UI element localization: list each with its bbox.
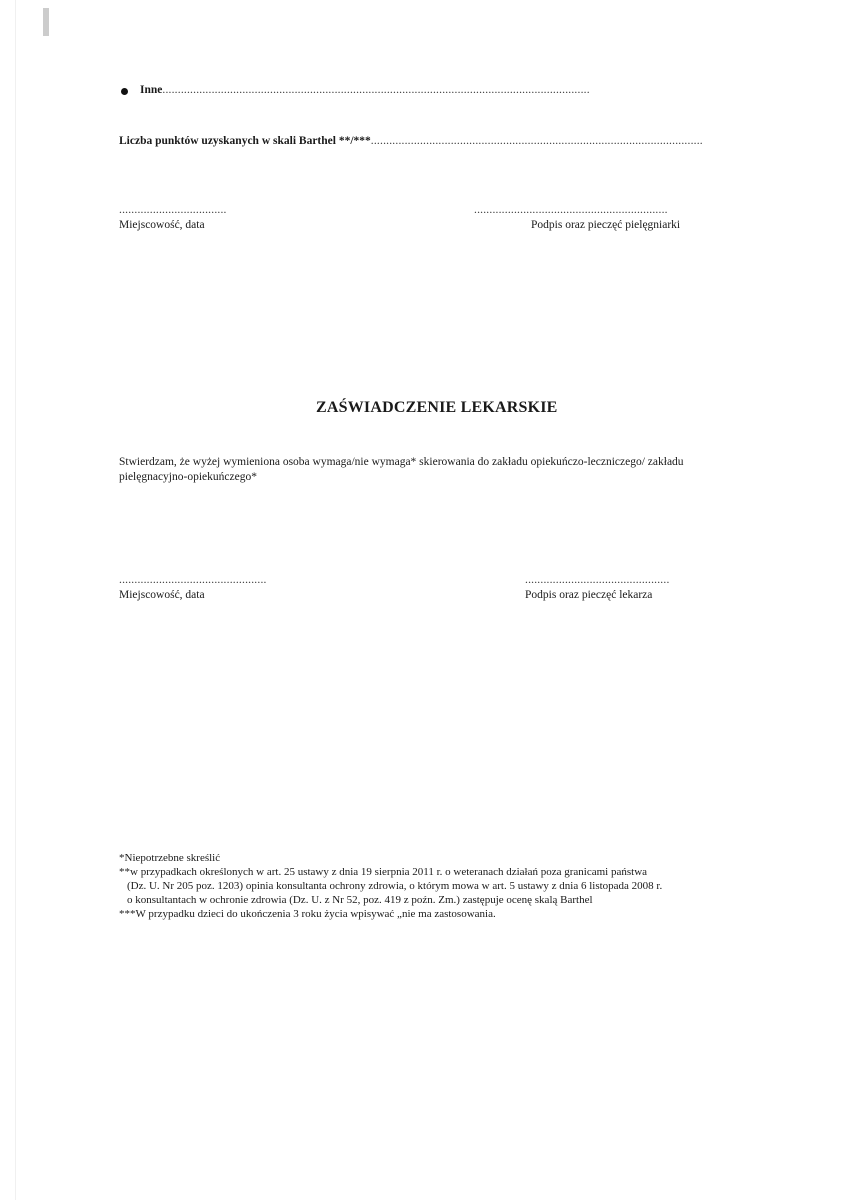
certificate-title: ZAŚWIADCZENIE LEKARSKIE (316, 399, 558, 416)
nurse-signature-dots[interactable]: ............................................................... (474, 204, 668, 216)
footnote-2: **w przypadkach określonych w art. 25 ustawy z dnia 19 sierpnia 2011 r. o weteranach działań poza granicami państwa (119, 866, 648, 878)
footnote-1: *Niepotrzebne skreślić (119, 852, 221, 864)
scan-edge (15, 0, 16, 1200)
other-label: Inne (140, 84, 163, 96)
other-field[interactable] (140, 84, 590, 96)
footnote-2-cont-2: o konsultantach w ochronie zdrowia (Dz. U. z Nr 52, poz. 419 z poźn. Zm.) zastępuje ocenę skalą Barthel (127, 894, 593, 906)
other-dots: ........................................................................................................................................... (162, 84, 590, 96)
barthel-label: Liczba punktów uzyskanych w skali Barthel **/*** (119, 135, 371, 147)
footnote-2-cont-1: (Dz. U. Nr 205 poz. 1203) opinia konsultanta ochrony zdrowia, o którym mowa w art. 5 ustawy z dnia 6 listopada 2008 r. (127, 880, 663, 892)
footnotes (119, 851, 799, 921)
bullet-icon (121, 88, 128, 95)
barthel-field[interactable] (119, 135, 703, 147)
doctor-place-date-label: Miejscowość, data (119, 589, 205, 601)
nurse-place-date-dots[interactable]: ................................... (119, 204, 227, 216)
nurse-place-date-label: Miejscowość, data (119, 219, 205, 231)
barthel-dots: ............................................................................................................ (370, 135, 703, 147)
doctor-signature-label: Podpis oraz pieczęć lekarza (525, 589, 653, 601)
scan-artifact (43, 8, 49, 36)
doctor-signature-dots[interactable]: ............................................... (525, 574, 670, 586)
certificate-statement: Stwierdzam, że wyżej wymieniona osoba wymaga/nie wymaga* skierowania do zakładu opiekuńczo-leczniczego/ zakładu pielęgnacyjno-opiekuńczego* (119, 456, 684, 483)
doctor-place-date-dots[interactable]: ................................................ (119, 574, 267, 586)
footnote-3: ***W przypadku dzieci do ukończenia 3 roku życia wpisywać „nie ma zastosowania. (119, 908, 496, 920)
nurse-signature-label: Podpis oraz pieczęć pielęgniarki (531, 219, 681, 231)
